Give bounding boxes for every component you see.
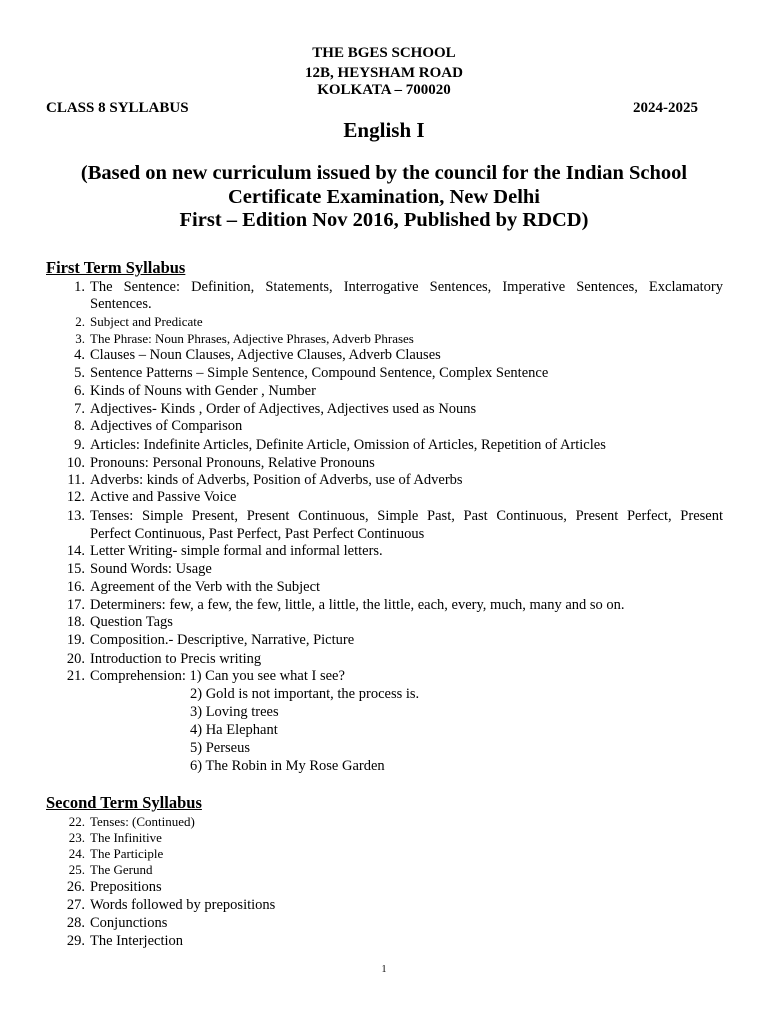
comprehension-item: 5) Perseus xyxy=(190,740,251,756)
school-address: 12B, HEYSHAM ROAD xyxy=(305,65,463,81)
item-text: Adjectives of Comparison xyxy=(90,418,243,434)
item-number: 17. xyxy=(66,597,85,613)
second-term-heading: Second Term Syllabus xyxy=(46,793,202,812)
item-text: Question Tags xyxy=(90,614,173,630)
item-text: Sound Words: Usage xyxy=(90,561,212,577)
item-text: Conjunctions xyxy=(90,915,168,931)
item-number: 23. xyxy=(68,830,85,845)
item-number: 25. xyxy=(68,862,85,877)
item-text: Comprehension: 1) Can you see what I see? xyxy=(90,668,345,684)
item-text: The Phrase: Noun Phrases, Adjective Phrases, Adverb Phrases xyxy=(90,331,414,346)
item-number: 9. xyxy=(74,437,85,453)
item-number: 14. xyxy=(66,543,85,559)
item-text: Kinds of Nouns with Gender , Number xyxy=(90,383,316,399)
item-number: 28. xyxy=(66,915,85,931)
item-text: Introduction to Precis writing xyxy=(90,651,262,667)
school-city: KOLKATA – 700020 xyxy=(317,82,451,98)
item-text: Agreement of the Verb with the Subject xyxy=(90,579,321,595)
page-number: 1 xyxy=(381,964,387,975)
item-text: Active and Passive Voice xyxy=(90,489,237,505)
item-text: Clauses – Noun Clauses, Adjective Clauses, Adverb Clauses xyxy=(90,347,441,363)
item-text: Words followed by prepositions xyxy=(90,897,276,913)
item-text: The Gerund xyxy=(90,862,153,877)
item-text: The Participle xyxy=(90,846,164,861)
item-text: Adjectives- Kinds , Order of Adjectives, Adjectives used as Nouns xyxy=(90,401,477,417)
item-number: 3. xyxy=(75,331,85,346)
curriculum-line-1: (Based on new curriculum issued by the council for the Indian School xyxy=(80,162,688,184)
class-session-row xyxy=(46,100,698,117)
curriculum-note xyxy=(0,162,768,233)
comprehension-item: 2) Gold is not important, the process is. xyxy=(190,686,420,702)
item-number: 24. xyxy=(68,846,85,861)
item-text: Articles: Indefinite Articles, Definite Article, Omission of Articles, Repetition of Articles xyxy=(90,437,606,453)
item-number: 1. xyxy=(74,279,85,295)
item-text: The Sentence: Definition, Statements, Interrogative Sentences, Imperative Sentences, Exclamatory xyxy=(90,279,723,295)
item-text: Sentence Patterns – Simple Sentence, Compound Sentence, Complex Sentence xyxy=(90,365,549,381)
item-number: 10. xyxy=(66,455,85,471)
item-text-continuation: Sentences. xyxy=(90,296,152,312)
curriculum-line-3: First – Edition Nov 2016, Published by RDCD) xyxy=(179,209,589,231)
item-number: 4. xyxy=(74,347,85,363)
item-text: Pronouns: Personal Pronouns, Relative Pronouns xyxy=(90,455,375,471)
item-number: 21. xyxy=(66,668,85,684)
item-text: Tenses: Simple Present, Present Continuous, Simple Past, Past Continuous, Present Perfect, Present xyxy=(90,508,723,524)
item-number: 16. xyxy=(66,579,85,595)
item-number: 15. xyxy=(66,561,85,577)
session-label: 2024-2025 xyxy=(633,100,698,116)
item-number: 18. xyxy=(66,614,85,630)
item-text: Letter Writing- simple formal and informal letters. xyxy=(90,543,383,559)
class-label: CLASS 8 SYLLABUS xyxy=(46,100,189,116)
item-text: The Interjection xyxy=(90,933,183,949)
item-number: 20. xyxy=(66,651,85,667)
item-text: The Infinitive xyxy=(90,830,162,845)
item-number: 8. xyxy=(74,418,85,434)
item-text: Prepositions xyxy=(90,879,162,895)
comprehension-item: 3) Loving trees xyxy=(190,704,279,720)
item-number: 27. xyxy=(66,897,85,913)
subject-title: English I xyxy=(343,118,425,142)
item-number: 6. xyxy=(74,383,85,399)
school-name: THE BGES SCHOOL xyxy=(312,45,456,61)
item-text: Composition.- Descriptive, Narrative, Picture xyxy=(90,632,355,648)
item-number: 5. xyxy=(74,365,85,381)
item-text: Subject and Predicate xyxy=(90,314,203,329)
item-number: 26. xyxy=(66,879,85,895)
item-number: 22. xyxy=(68,814,85,829)
item-text: Adverbs: kinds of Adverbs, Position of Adverbs, use of Adverbs xyxy=(90,472,463,488)
item-number: 12. xyxy=(66,489,85,505)
curriculum-line-2: Certificate Examination, New Delhi xyxy=(228,185,540,208)
comprehension-item: 6) The Robin in My Rose Garden xyxy=(190,758,385,774)
item-text: Determiners: few, a few, the few, little, a little, the little, each, every, much, many and so on. xyxy=(90,597,625,613)
item-number: 13. xyxy=(66,508,85,524)
item-number: 11. xyxy=(67,472,85,488)
item-number: 29. xyxy=(66,933,85,949)
first-term-heading: First Term Syllabus xyxy=(46,258,186,277)
item-number: 7. xyxy=(74,401,85,417)
item-number: 2. xyxy=(75,314,85,329)
item-text-continuation: Perfect Continuous, Past Perfect, Past Perfect Continuous xyxy=(90,526,425,542)
item-number: 19. xyxy=(66,632,85,648)
item-text: Tenses: (Continued) xyxy=(90,814,195,829)
comprehension-item: 4) Ha Elephant xyxy=(190,722,278,738)
